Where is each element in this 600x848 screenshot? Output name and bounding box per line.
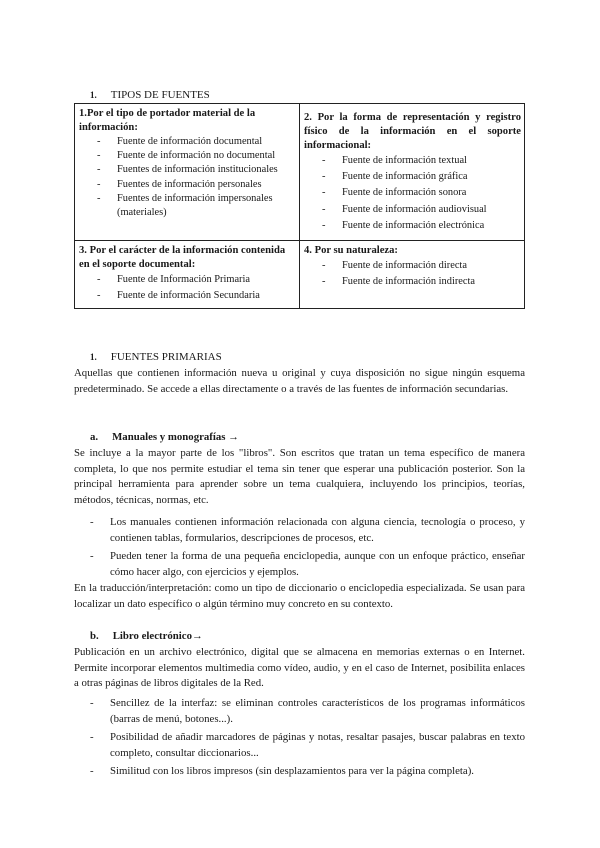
list-item: - Fuente de información Secundaria xyxy=(97,288,296,304)
cell-list xyxy=(79,135,296,220)
subsection-title: Manuales y monografías → xyxy=(112,431,239,443)
list-item: - Fuente de Información Primaria xyxy=(97,272,296,288)
cell-title: 1.Por el tipo de portador material de la información: xyxy=(79,108,256,133)
section-number: 1. xyxy=(90,352,97,362)
subsection-heading-manuales xyxy=(90,431,239,443)
subsection-letter: b. xyxy=(90,630,99,642)
list-item: - Fuente de información sonora xyxy=(322,185,521,201)
list-item: - Sencillez de la interfaz: se eliminan controles característicos de los programas informáticos (barras de menú, botones...). xyxy=(90,696,525,727)
section-title: TIPOS DE FUENTES xyxy=(110,89,210,101)
list-item: - Fuentes de información impersonales (materiales) xyxy=(97,192,296,220)
list-item: - Fuente de información electrónica xyxy=(322,218,521,234)
section-heading-primarias xyxy=(90,351,222,363)
manuales-paragraph: Se incluye a la mayor parte de los "libros". Son escritos que tratan un tema específico de manera completa, lo que nos permite estudiar el tema sin tener que esperar una publicación posterior. Son la principal herramienta para aprender sobre un tema cualquiera, incluyendo los principios, teorías, métodos, técnicas, normas, etc. xyxy=(74,447,525,506)
source-types-table xyxy=(74,103,525,309)
list-item: - Pueden tener la forma de una pequeña enciclopedia, aunque con un enfoque práctico, enseñar cómo hacer algo, con ejercicios y ejemplos. xyxy=(90,549,525,580)
section-title: FUENTES PRIMARIAS xyxy=(110,351,222,363)
list-item: - Fuentes de información institucionales xyxy=(97,163,296,177)
cell-list xyxy=(79,272,296,304)
list-item: - Los manuales contienen información relacionada con alguna ciencia, tecnología o proceso, y contienen tablas, formularios, descripciones de procesos, etc. xyxy=(90,515,525,546)
section-heading-tipos xyxy=(90,89,210,101)
list-item: - Fuente de información directa xyxy=(322,258,521,274)
list-item: - Fuente de información gráfica xyxy=(322,169,521,185)
manuales-list xyxy=(90,515,525,580)
subsection-letter: a. xyxy=(90,431,99,443)
cell-list xyxy=(304,153,521,234)
manuales-paragraph-2: En la traducción/interpretación: como un tipo de diccionario o enciclopedia especializada. Se usan para localizar un dato específico o algún término muy concreto en su contexto. xyxy=(74,582,525,610)
subsection-title: Libro electrónico→ xyxy=(112,630,203,642)
list-item: - Fuente de información audiovisual xyxy=(322,202,521,218)
list-item: - Fuente de información indirecta xyxy=(322,274,521,290)
list-item: - Similitud con los libros impresos (sin desplazamientos para ver la página completa). xyxy=(90,764,525,780)
cell-title: 4. Por su naturaleza: xyxy=(304,245,398,257)
list-item: - Fuente de información documental xyxy=(97,135,296,149)
list-item: - Fuente de información textual xyxy=(322,153,521,169)
list-item: - Fuentes de información personales xyxy=(97,178,296,192)
table-cell-4 xyxy=(300,241,525,309)
list-item: - Posibilidad de añadir marcadores de páginas y notas, resaltar pasajes, buscar palabras en texto completo, consultar diccionarios... xyxy=(90,730,525,761)
cell-title: 3. Por el carácter de la información contenida en el soporte documental: xyxy=(79,245,286,271)
cell-list xyxy=(304,258,521,290)
cell-title: 2. Por la forma de representación y registro físico de la información en el soporte informacional: xyxy=(304,112,521,151)
libro-paragraph: Publicación en un archivo electrónico, digital que se almacena en memorias externas o en Internet. Permite incorporar elementos multimedia como vídeo, audio, y en el caso de Internet, posibilita enlaces a otras páginas de libros digitales de la Red. xyxy=(74,646,525,690)
section-number: 1. xyxy=(90,90,97,100)
libro-list xyxy=(90,696,525,780)
list-item: - Fuente de información no documental xyxy=(97,149,296,163)
table-cell-1 xyxy=(75,104,300,241)
table-cell-2 xyxy=(300,104,525,241)
table-cell-3 xyxy=(75,241,300,309)
primarias-intro: Aquellas que contienen información nueva u original y cuya disposición no sigue ningún esquema predeterminado. Se accede a ellas directamente o a través de las fuentes de información secundarias. xyxy=(74,367,525,395)
subsection-heading-libro xyxy=(90,630,203,642)
